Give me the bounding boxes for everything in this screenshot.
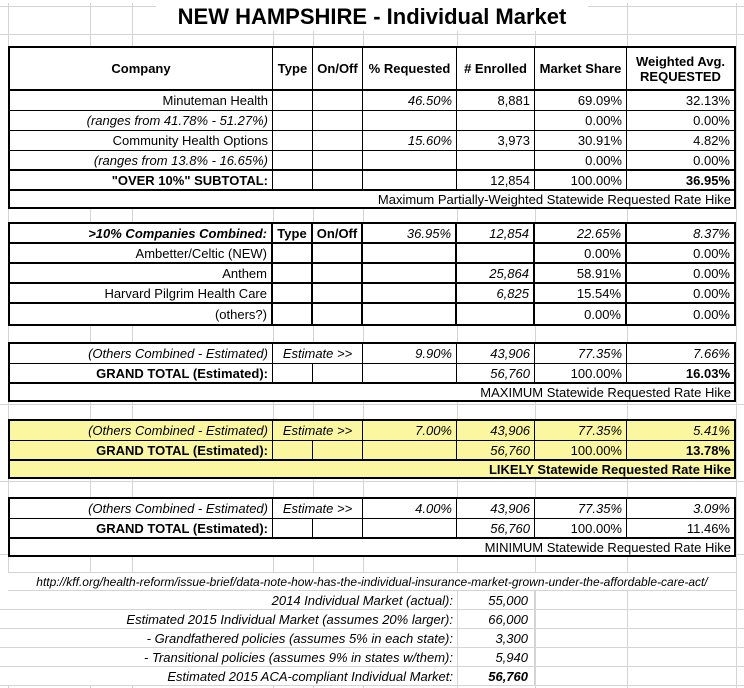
cell-onoff[interactable] (313, 519, 363, 539)
col-header-weighted-line1: Weighted Avg. (635, 53, 726, 69)
cell-weighted[interactable]: 8.37% (627, 224, 734, 244)
cell-enrolled[interactable] (457, 244, 535, 264)
cell-onoff[interactable] (313, 364, 363, 384)
col-header-enrolled[interactable]: # Enrolled (457, 48, 535, 91)
footer-row (0, 591, 744, 610)
cell-estimate-label[interactable]: Estimate >> (273, 421, 363, 441)
cell-type[interactable] (273, 111, 313, 131)
cell-weighted[interactable]: 0.00% (627, 304, 734, 324)
cell-requested[interactable]: 36.95% (363, 224, 457, 244)
cell-onoff[interactable] (313, 151, 363, 171)
footer-row (0, 667, 744, 686)
cell-enrolled[interactable]: 12,854 (457, 171, 535, 191)
cell-company[interactable]: (ranges from 13.8% - 16.65%) (10, 151, 273, 171)
col-header-type[interactable]: Type (273, 48, 313, 91)
cell-enrolled[interactable]: 43,906 (457, 344, 535, 364)
cell-weighted[interactable]: 3.09% (627, 499, 734, 519)
cell-estimate-label[interactable]: Estimate >> (273, 499, 363, 519)
cell-requested[interactable] (363, 111, 457, 131)
cell-others-label[interactable]: (Others Combined - Estimated) (10, 421, 273, 441)
cell-weighted[interactable]: 5.41% (627, 421, 734, 441)
table-caption: MINIMUM Statewide Requested Rate Hike (10, 539, 734, 555)
cell-share[interactable]: 22.65% (535, 224, 627, 244)
cell-others-label[interactable]: (Others Combined - Estimated) (10, 499, 273, 519)
cell-company[interactable]: Minuteman Health (10, 91, 273, 111)
cell-others-label[interactable]: (Others Combined - Estimated) (10, 344, 273, 364)
cell-enrolled[interactable]: 6,825 (457, 284, 535, 304)
cell-enrolled[interactable]: 56,760 (457, 364, 535, 384)
cell-enrolled[interactable]: 25,864 (457, 264, 535, 284)
cell-share[interactable]: 77.35% (535, 421, 627, 441)
footer-row (0, 648, 744, 667)
cell-type[interactable] (273, 519, 313, 539)
cell-grand-total-label[interactable]: GRAND TOTAL (Estimated): (10, 519, 273, 539)
footer-label[interactable]: Estimated 2015 ACA-compliant Individual Market: (0, 667, 457, 685)
cell-weighted[interactable]: 0.00% (627, 264, 734, 284)
footer-label[interactable]: 2014 Individual Market (actual): (0, 591, 457, 609)
col-header-onoff[interactable]: On/Off (313, 48, 363, 91)
cell-company[interactable]: Anthem (10, 264, 273, 284)
cell-share[interactable]: 100.00% (535, 171, 627, 191)
cell-weighted[interactable]: 11.46% (627, 519, 734, 539)
cell-type[interactable] (273, 264, 313, 284)
footer-value[interactable]: 55,000 (457, 591, 535, 609)
cell-type[interactable] (273, 441, 313, 461)
cell-share[interactable]: 15.54% (535, 284, 627, 304)
col-header-weighted-line2: REQUESTED (640, 68, 721, 84)
table-maximum-estimate (8, 342, 736, 402)
cell-weighted[interactable]: 0.00% (627, 244, 734, 264)
table-all-companies (8, 222, 736, 326)
cell-share[interactable]: 0.00% (535, 111, 627, 131)
sheet-title-row (0, 3, 744, 31)
cell-requested[interactable]: 15.60% (363, 131, 457, 151)
cell-weighted[interactable]: 16.03% (627, 364, 734, 384)
footer-row (0, 610, 744, 629)
cell-weighted[interactable]: 0.00% (627, 151, 734, 171)
cell-requested[interactable] (363, 244, 457, 264)
cell-enrolled[interactable]: 3,973 (457, 131, 535, 151)
cell-company[interactable]: (ranges from 41.78% - 51.27%) (10, 111, 273, 131)
cell-type[interactable] (273, 244, 313, 264)
cell-type[interactable] (273, 304, 313, 324)
cell-requested[interactable]: 7.00% (363, 421, 457, 441)
col-header-share[interactable]: Market Share (535, 48, 627, 91)
cell-onoff[interactable] (313, 441, 363, 461)
cell-weighted[interactable]: 4.82% (627, 131, 734, 151)
cell-share[interactable]: 100.00% (535, 441, 627, 461)
cell-onoff[interactable] (313, 131, 363, 151)
cell-share[interactable]: 30.91% (535, 131, 627, 151)
table-caption: MAXIMUM Statewide Requested Rate Hike (10, 384, 734, 400)
cell-grand-total-label[interactable]: GRAND TOTAL (Estimated): (10, 364, 273, 384)
cell-enrolled[interactable] (457, 304, 535, 324)
cell-onoff[interactable] (313, 111, 363, 131)
cell-company[interactable]: Community Health Options (10, 131, 273, 151)
cell-share[interactable]: 77.35% (535, 499, 627, 519)
cell-requested[interactable]: 46.50% (363, 91, 457, 111)
cell-enrolled[interactable]: 43,906 (457, 421, 535, 441)
cell-requested[interactable] (363, 171, 457, 191)
cell-requested[interactable] (363, 364, 457, 384)
cell-requested[interactable] (363, 264, 457, 284)
cell-subtotal-label[interactable]: "OVER 10%" SUBTOTAL: (10, 171, 273, 191)
cell-onoff-header[interactable]: On/Off (313, 224, 363, 244)
cell-requested[interactable] (363, 284, 457, 304)
cell-type[interactable] (273, 91, 313, 111)
cell-company[interactable]: Ambetter/Celtic (NEW) (10, 244, 273, 264)
cell-enrolled[interactable]: 56,760 (457, 441, 535, 461)
table-likely-estimate (8, 419, 736, 479)
cell-share[interactable]: 77.35% (535, 344, 627, 364)
cell-type[interactable] (273, 171, 313, 191)
cell-type-header[interactable]: Type (273, 224, 313, 244)
cell-combined-label[interactable]: >10% Companies Combined: (10, 224, 273, 244)
footer-value[interactable]: 66,000 (457, 610, 535, 628)
table-caption: LIKELY Statewide Requested Rate Hike (10, 461, 734, 477)
cell-type[interactable] (273, 284, 313, 304)
cell-estimate-label[interactable]: Estimate >> (273, 344, 363, 364)
cell-share[interactable]: 58.91% (535, 264, 627, 284)
cell-requested[interactable] (363, 441, 457, 461)
cell-company[interactable]: Harvard Pilgrim Health Care (10, 284, 273, 304)
cell-weighted[interactable]: 36.95% (627, 171, 734, 191)
col-header-weighted[interactable] (627, 48, 734, 91)
cell-type[interactable] (273, 364, 313, 384)
cell-requested[interactable]: 4.00% (363, 499, 457, 519)
cell-weighted[interactable]: 7.66% (627, 344, 734, 364)
cell-requested[interactable] (363, 519, 457, 539)
cell-share[interactable]: 0.00% (535, 244, 627, 264)
cell-type[interactable] (273, 151, 313, 171)
cell-enrolled[interactable] (457, 111, 535, 131)
table-caption: Maximum Partially-Weighted Statewide Requested Rate Hike (10, 191, 734, 207)
cell-enrolled[interactable]: 12,854 (457, 224, 535, 244)
cell-requested[interactable]: 9.90% (363, 344, 457, 364)
cell-requested[interactable] (363, 151, 457, 171)
footer-label[interactable]: - Transitional policies (assumes 9% in states w/them): (0, 648, 457, 666)
cell-enrolled[interactable]: 56,760 (457, 519, 535, 539)
cell-onoff[interactable] (313, 304, 363, 324)
cell-share[interactable]: 100.00% (535, 519, 627, 539)
footer-value[interactable]: 5,940 (457, 648, 535, 666)
footer-value[interactable]: 56,760 (457, 667, 535, 685)
cell-onoff[interactable] (313, 244, 363, 264)
footer-row (0, 629, 744, 648)
table-minimum-estimate (8, 497, 736, 557)
col-header-requested[interactable]: % Requested (363, 48, 457, 91)
cell-company[interactable]: (others?) (10, 304, 273, 324)
cell-enrolled[interactable] (457, 151, 535, 171)
cell-onoff[interactable] (313, 264, 363, 284)
cell-enrolled[interactable]: 8,881 (457, 91, 535, 111)
cell-weighted[interactable]: 13.78% (627, 441, 734, 461)
cell-grand-total-label[interactable]: GRAND TOTAL (Estimated): (10, 441, 273, 461)
footer-label[interactable]: - Grandfathered policies (assumes 5% in each state): (0, 629, 457, 647)
footer-value[interactable]: 3,300 (457, 629, 535, 647)
table-over10-companies (8, 46, 736, 209)
cell-share[interactable]: 100.00% (535, 364, 627, 384)
cell-share[interactable]: 0.00% (535, 304, 627, 324)
cell-enrolled[interactable]: 43,906 (457, 499, 535, 519)
cell-share[interactable]: 69.09% (535, 91, 627, 111)
footer-label[interactable]: Estimated 2015 Individual Market (assumes 20% larger): (0, 610, 457, 628)
cell-weighted[interactable]: 0.00% (627, 284, 734, 304)
cell-requested[interactable] (363, 304, 457, 324)
cell-type[interactable] (273, 131, 313, 151)
cell-onoff[interactable] (313, 91, 363, 111)
source-url[interactable]: http://kff.org/health-reform/issue-brief/data-note-how-has-the-individual-insurance-market-grown-under-the-affordable-care-act/ (8, 572, 736, 591)
col-header-company[interactable]: Company (10, 48, 273, 91)
cell-share[interactable]: 0.00% (535, 151, 627, 171)
page-title[interactable]: NEW HAMPSHIRE - Individual Market (156, 3, 589, 31)
cell-weighted[interactable]: 32.13% (627, 91, 734, 111)
cell-onoff[interactable] (313, 284, 363, 304)
cell-weighted[interactable]: 0.00% (627, 111, 734, 131)
cell-onoff[interactable] (313, 171, 363, 191)
